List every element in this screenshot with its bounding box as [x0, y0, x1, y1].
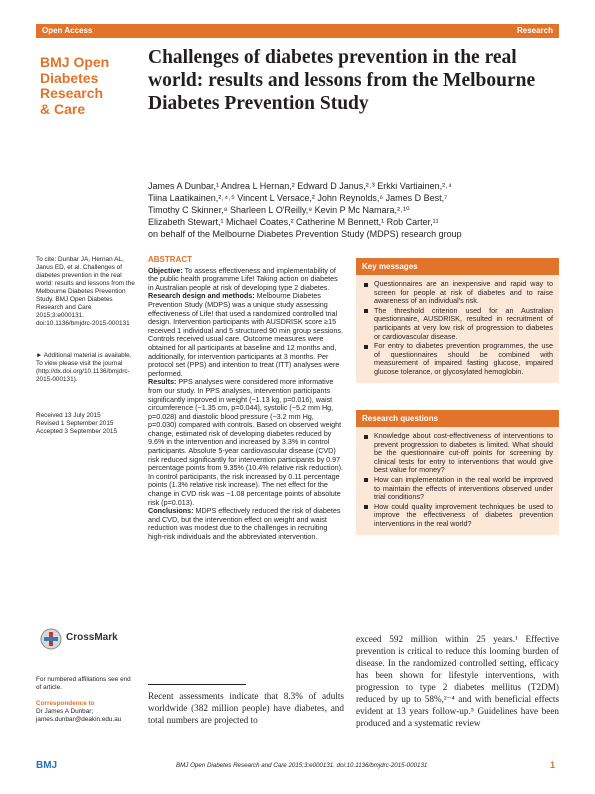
- open-access-label: Open Access: [42, 26, 93, 35]
- body-text-right: exceed 592 million within 25 years.¹ Effective prevention is critical to reduce this looming burden of disease. In the randomized controlled setting, efficacy has been shown for lifestyle interventions, with progression to type 2 diabetes mellitus (T2DM) reduced by up to 58%,²⁻⁴ and with beneficial effects evident at 13 years follow-up.⁵ Guidelines have been produced and a systematic review: [356, 634, 559, 728]
- abstract-divider: [148, 684, 246, 685]
- list-item: Questionnaires are an inexpensive and rapid way to screen for people at risk of diabetes and to raise awareness of an individual's risk.: [364, 280, 553, 306]
- list-item: Knowledge about cost-effectiveness of interventions to prevent progression to diabetes is limited. What should be the questionnaire cut-off points for screening by clinical tests for entry to interventions that would give best value for money?: [364, 432, 553, 475]
- abstract-results: Results: PPS analyses were considered more informative from our study. In PPS analyses, intervention participants significantly improved in weight (−1.13 kg, p=0.016), waist circumference (−1.35 cm, p=0.044), systolic (−5.2 mm Hg, p=0.028) and diastolic blood pressure (−3.2 mm Hg, p=0.030) compared with controls. Based on observed weight change, estimated risk of developing diabetes reduced by 9.6% in the intervention and increased by 3.3% in control participants. Absolute 5-year cardiovascular disease (CVD) risk reduced significantly for intervention participants by 0.97 percentage points from 9.35% (10.4% relative risk reduction). In control participants, the risk increased by 0.11 percentage points (1.3% relative risk increase). The net effect for the change in CVD risk was −1.08 percentage points of absolute risk (p=0.013).: [148, 377, 343, 507]
- key-messages-box: [356, 258, 559, 383]
- article-dates: Received 13 July 2015 Revised 1 September 2015 Accepted 3 September 2015: [36, 412, 118, 435]
- body-text-left: Recent assessments indicate that 8.3% of adults worldwide (382 million people) have diabetes, and total numbers are projected to: [148, 691, 344, 725]
- list-item: For entry to diabetes prevention programmes, the use of questionnaires should be combined with measurement of impaired fasting glucose, impaired glucose tolerance, or glycosylated hemoglobin.: [364, 342, 553, 376]
- abstract-objective: Objective: To assess effectiveness and implementability of the public health programme Life! Taking action on diabetes in Australian people at risk of developing type 2 diabetes.: [148, 265, 338, 292]
- abstract-design: Research design and methods: Melbourne Diabetes Prevention Study (MDPS) was a unique study assessing effectiveness of Life! that used a randomized controlled trial design. Intervention participants with AUSDRISK score ≥15 received 1 individual and 5 structured 90 min group sessions. Controls received usual care. Outcome measures were obtained for all participants at baseline and 12 months and, additionally, for intervention participants at 3 months. Per protocol set (PPS) and intention to treat (ITT) analyses were performed.: [148, 291, 343, 378]
- crossmark-icon: [40, 628, 62, 650]
- additional-material-note[interactable]: ► Additional material is available. To view please visit the journal (http://dx.doi.org/10.1136/bmjdrc-2015-000131).: [36, 352, 132, 383]
- citation-note: To cite: Dunbar JA, Hernan AL, Janus ED, et al. Challenges of diabetes prevention in the real world: results and lessons from the Melbourne Diabetes Prevention Study. BMJ Open Diabetes Research and Care 2015;3:e000131. doi:10.1136/bmjdrc-2015-000131: [36, 256, 135, 327]
- research-questions-heading: Research questions: [356, 410, 559, 427]
- section-label: Research: [516, 26, 553, 35]
- list-item: How can implementation in the real world be improved to maintain the effects of interventions observed under trial conditions?: [364, 476, 553, 502]
- article-title: Challenges of diabetes prevention in the real world: results and lessons from the Melbourne Diabetes Prevention Study: [148, 47, 536, 114]
- list-item: How could quality improvement techniques be used to improve the effectiveness of diabetes prevention interventions in the real world?: [364, 503, 553, 529]
- footer-citation: BMJ Open Diabetes Research and Care 2015;3:e000131. doi:10.1136/bmjdrc-2015-000131: [176, 762, 428, 769]
- bmj-logo: BMJ: [36, 760, 58, 771]
- abstract-heading: ABSTRACT: [148, 255, 192, 264]
- crossmark-badge[interactable]: [40, 626, 140, 656]
- header-bar: [36, 24, 559, 38]
- page-number: 1: [549, 760, 555, 770]
- key-messages-heading: Key messages: [356, 258, 559, 275]
- crossmark-label: CrossMark: [66, 632, 118, 643]
- research-questions-box: [356, 410, 559, 535]
- correspondence: Correspondence to Dr James A Dunbar; james.dunbar@deakin.edu.au: [36, 700, 122, 723]
- journal-logo: BMJ Open Diabetes Research & Care: [40, 54, 110, 117]
- abstract-conclusions: Conclusions: MDPS effectively reduced the risk of diabetes and CVD, but the intervention effect on weight and waist reduction was modest due to the challenges in recruiting high-risk individuals and the abbreviated intervention.: [148, 506, 341, 541]
- list-item: The threshold criterion used for an Australian questionnaire, AUSDRISK, resulted in recruitment of participants at very low risk of progression to diabetes or cardiovascular disease.: [364, 307, 553, 341]
- author-list: James A Dunbar,¹ Andrea L Hernan,² Edward D Janus,²˒³ Erkki Vartiainen,²˒⁴ Tiina Laatikainen,²˒⁴˒⁵ Vincent L Versace,² John Reynolds,⁶ James D Best,⁷ Timothy C Skinner,⁸ Sharleen L O'Reilly,⁹ Kevin P Mc Namara,²˒¹⁰ Elizabeth Stewart,¹ Michael Coates,² Catherine M Bennett,¹ Rob Carter,¹¹ on behalf of the Melbourne Diabetes Prevention Study (MDPS) research group: [148, 181, 462, 239]
- abstract: [148, 256, 344, 542]
- affiliations-note: For numbered affiliations see end of article.: [36, 676, 131, 691]
